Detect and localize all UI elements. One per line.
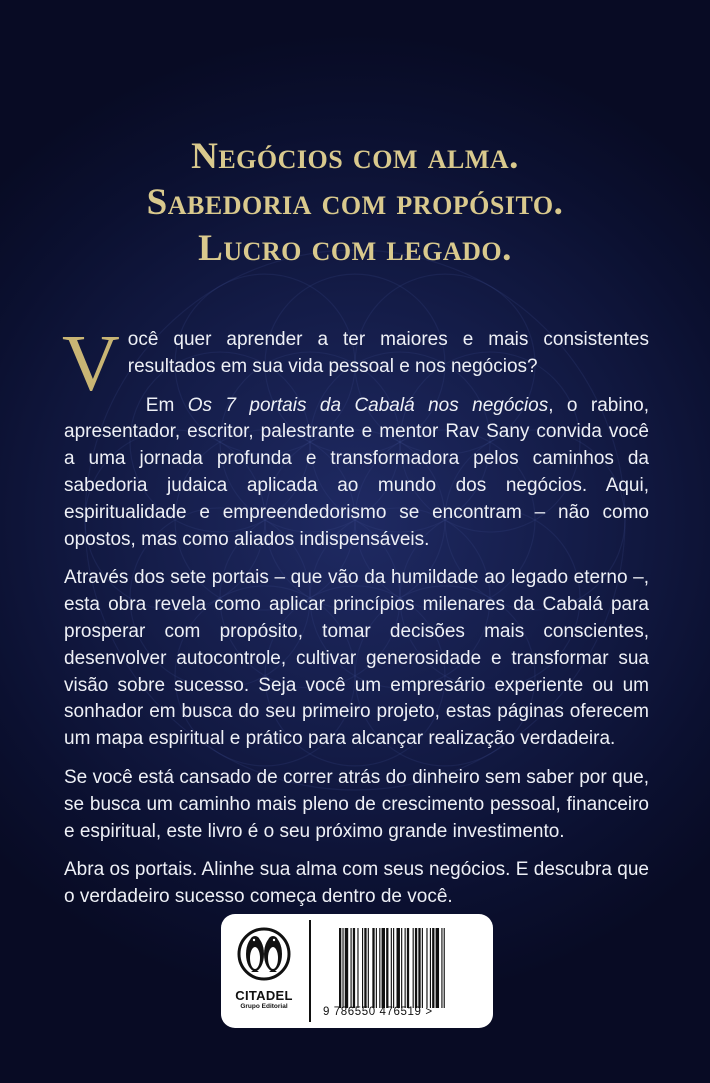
publisher-barcode-badge <box>221 914 493 1028</box>
paragraph-1-text: ocê quer aprender a ter maiores e mais consistentes resultados em sua vida pessoal e nos negócios? <box>127 329 649 377</box>
isbn-number: 9 786550 476519 > <box>323 1006 433 1018</box>
headline <box>0 134 710 272</box>
paragraph-5: Abra os portais. Alinhe sua alma com seus negócios. E descubra que o verdadeiro sucesso começa dentro de você. <box>64 859 649 908</box>
publisher-name: CITADEL <box>235 988 293 1003</box>
book-title: Os 7 portais da Cabalá nos negócios <box>187 394 549 416</box>
publisher-subtitle: Grupo Editorial <box>240 1003 288 1010</box>
paragraph-2-prefix: Em <box>145 394 188 416</box>
paragraph-2 <box>64 393 649 554</box>
publisher-logo <box>221 914 307 1028</box>
paragraph-4: Se você está cansado de correr atrás do dinheiro sem saber por que, se busca um caminho mais pleno de crescimento pessoal, financeiro e espiritual, este livro é o seu próximo grande investimento. <box>64 766 649 842</box>
badge-divider <box>309 920 311 1022</box>
dropcap: V <box>62 320 120 408</box>
back-cover-text <box>62 320 649 923</box>
headline-line-2: Sabedoria com propósito. <box>146 182 564 223</box>
headline-line-1: Negócios com alma. <box>191 136 519 177</box>
paragraph-3: Através dos sete portais – que vão da humildade ao legado eterno –, esta obra revela como aplicar princípios milenares da Cabalá para prosperar com propósito, tomar decisões mais conscientes, desenvolver autocontrole, cultivar generosidade e transformar sua visão sobre sucesso. Seja você um empresário experiente ou um sonhador em busca do seu primeiro projeto, estas páginas oferecem um mapa espiritual e prático para alcançar realização verdadeira. <box>64 567 649 750</box>
isbn-barcode <box>339 928 479 1008</box>
headline-line-3: Lucro com legado. <box>198 228 512 269</box>
penguins-logo-icon <box>221 914 307 988</box>
paragraph-2-text: , o rabino, apresentador, escritor, palestrante e mentor Rav Sany convida você a uma jornada profunda e transformadora pelos caminhos da sabedoria judaica aplicada ao mundo dos negócios. Aqui, espiritualidade e empreendedorismo se encontram – não como opostos, mas como aliados indispensáveis. <box>64 394 649 550</box>
